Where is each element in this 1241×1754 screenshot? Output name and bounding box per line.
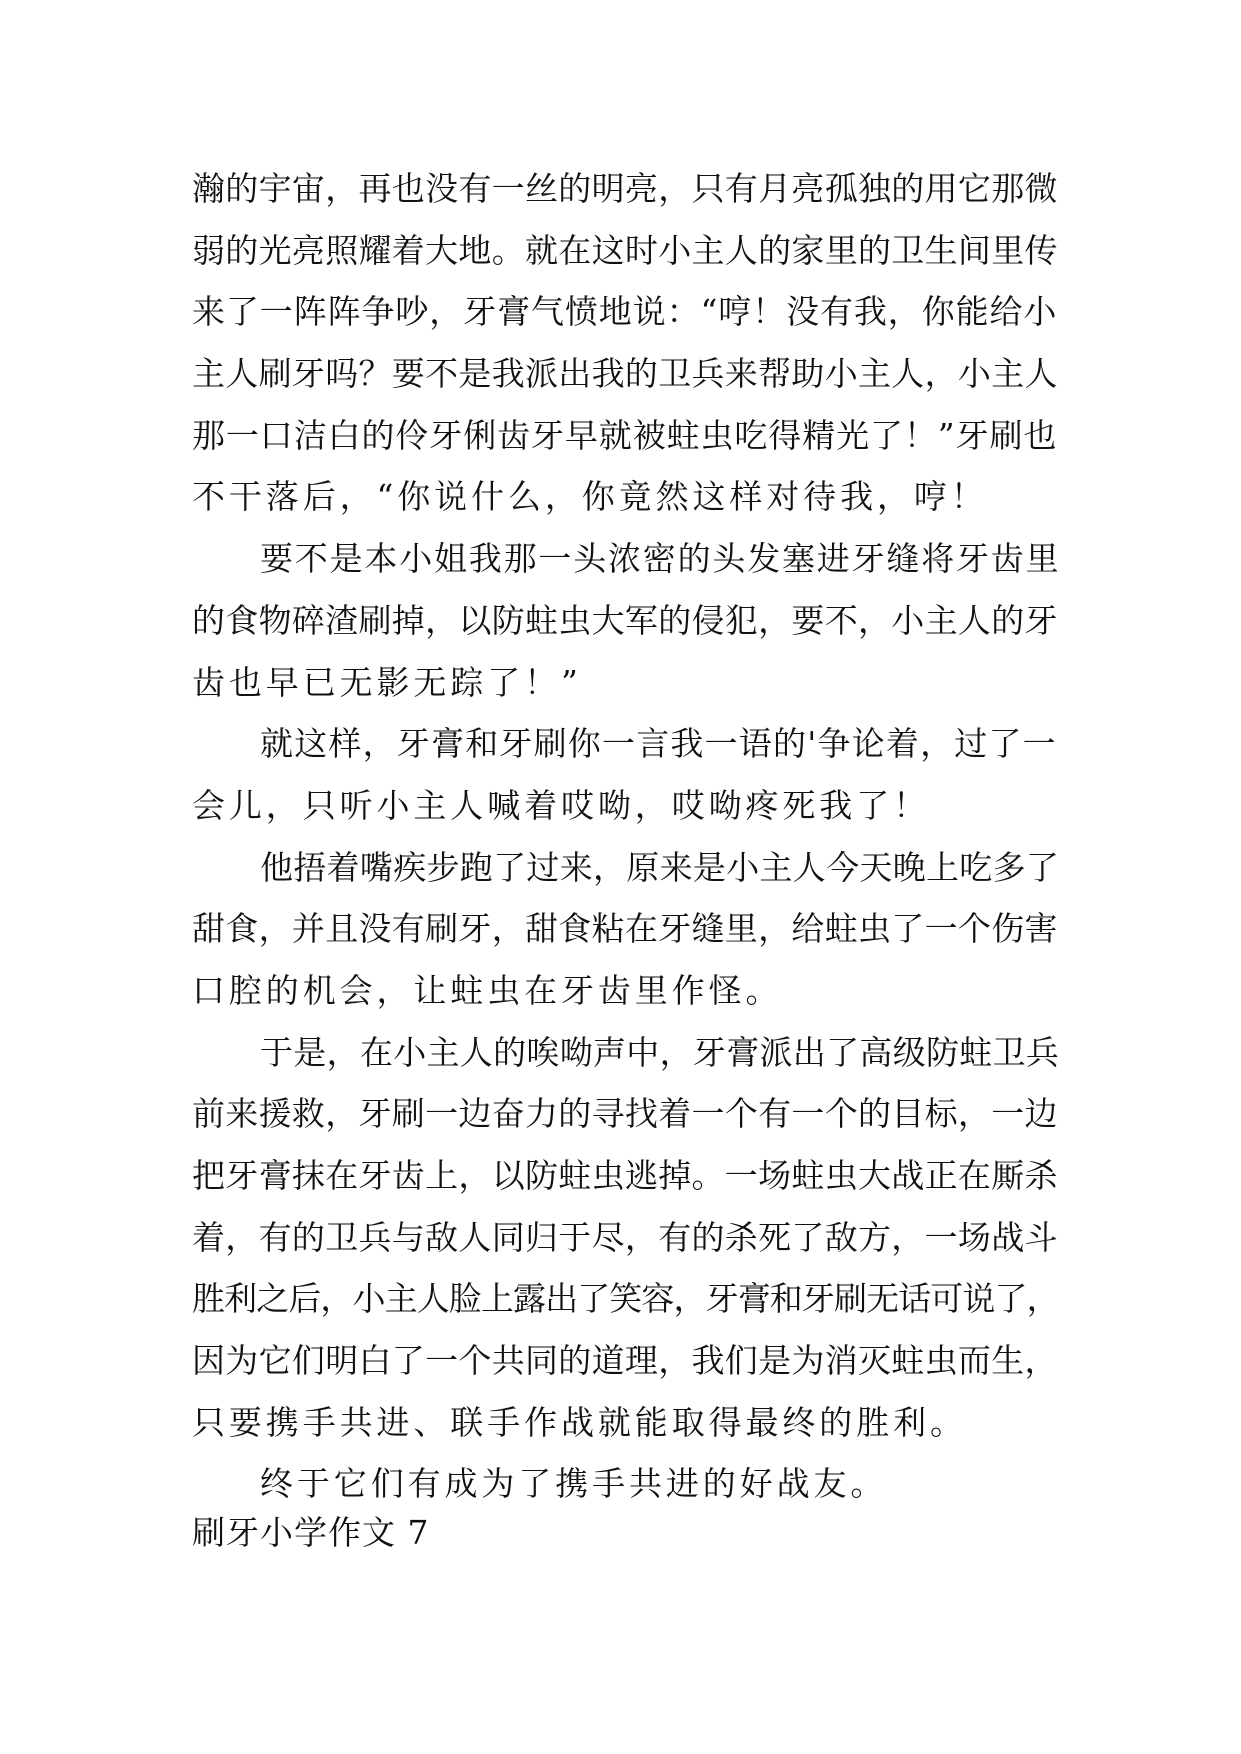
paragraph-first-line: 就这样，牙膏和牙刷你一言我一语的'争论着，过了一 [260, 724, 1057, 764]
text-line: 口腔的机会，让蛀虫在牙齿里作怪。 [192, 970, 783, 1010]
text-line: 着，有的卫兵与敌人同归于尽，有的杀死了敌方，一场战斗 [192, 1217, 1058, 1257]
essay-body [192, 158, 1062, 1515]
text-line: 不干落后，“你说什么，你竟然这样对待我，哼！ [192, 477, 988, 517]
text-line: 瀚的宇宙，再也没有一丝的明亮，只有月亮孤独的用它那微 [192, 169, 1058, 208]
text-line: 弱的光亮照耀着大地。就在这时小主人的家里的卫生间里传 [192, 230, 1058, 270]
text-line: 主人刷牙吗？要不是我派出我的卫兵来帮助小主人，小主人 [192, 354, 1058, 394]
text-line: 胜利之后，小主人脸上露出了笑容，牙膏和牙刷无话可说了， [192, 1279, 1059, 1319]
text-line: 齿也早已无影无踪了！” [192, 662, 582, 702]
text-line: 甜食，并且没有刷牙，甜食粘在牙缝里，给蛀虫了一个伤害 [192, 909, 1058, 949]
text-line: 来了一阵阵争吵，牙膏气愤地说：“哼！没有我，你能给小 [192, 292, 1058, 332]
text-line: 的食物碎渣刷掉，以防蛀虫大军的侵犯，要不，小主人的牙 [192, 600, 1058, 640]
paragraph-first-line: 于是，在小主人的唉呦声中，牙膏派出了高级防蛀卫兵 [260, 1032, 1060, 1072]
section-heading: 刷牙小学作文 7 [192, 1513, 430, 1552]
text-line: 那一口洁白的伶牙俐齿牙早就被蛀虫吃得精光了！”牙刷也 [192, 415, 1058, 455]
paragraph-first-line: 要不是本小姐我那一头浓密的头发塞进牙缝将牙齿里 [260, 539, 1061, 579]
text-line: 因为它们明白了一个共同的道理，我们是为消灭蛀虫而生， [192, 1341, 1058, 1381]
paragraph-first-line: 终于它们有成为了携手共进的好战友。 [260, 1464, 888, 1504]
paragraph-first-line: 他捂着嘴疾步跑了过来，原来是小主人今天晚上吃多了 [260, 847, 1060, 887]
text-line: 只要携手共进、联手作战就能取得最终的胜利。 [192, 1402, 967, 1442]
text-line: 把牙膏抹在牙齿上，以防蛀虫逃掉。一场蛀虫大战正在厮杀 [192, 1156, 1058, 1195]
text-line: 前来援救，牙刷一边奋力的寻找着一个有一个的目标，一边 [192, 1094, 1058, 1134]
text-line: 会儿，只听小主人喊着哎呦，哎呦疼死我了！ [192, 785, 930, 825]
